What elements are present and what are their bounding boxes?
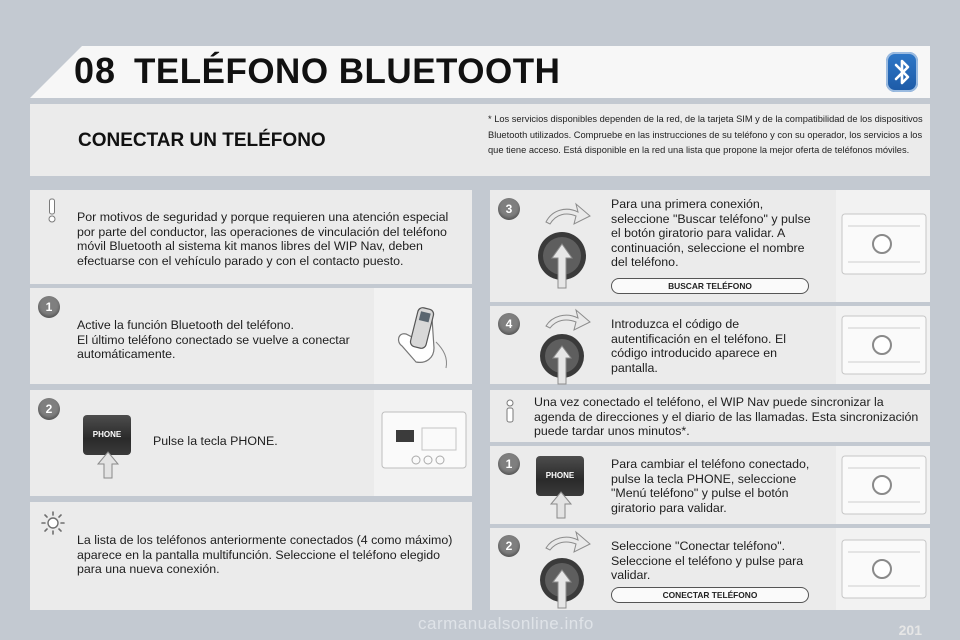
chapter-number: 08 [74,50,117,91]
phone-key-button[interactable]: PHONE [536,456,584,496]
radio-illustration [836,446,930,524]
step4-text: Introduzca el código de autentificación en el teléfono. El código introducido aparece en pantalla. [611,317,786,375]
change-phone-text: Para cambiar el teléfono conectado, pulse la tecla PHONE, seleccione "Menú teléfono" y pulse el botón giratorio para validar. [611,457,810,515]
section-title: CONECTAR UN TELÉFONO [78,130,326,151]
step-number: 4 [505,317,513,331]
radio-illustration [836,306,930,384]
warning-icon [38,196,66,224]
step-badge [498,453,520,475]
step1-text: Active la función Bluetooth del teléfono. El último teléfono conectado se vuelve a conectar automáticamente. [77,318,350,362]
step-badge [38,296,60,318]
radio-illustration [836,528,930,610]
step-number: 1 [505,457,513,471]
page-title: TELÉFONO BLUETOOTH [134,52,561,91]
radio-illustration [374,390,472,496]
phone-key-button[interactable]: PHONE [83,415,131,455]
step-number: 3 [505,202,513,216]
step-badge [498,198,520,220]
step-number: 1 [45,300,53,314]
bluetooth-icon [886,52,918,92]
rotary-knob-icon [530,530,594,610]
radio-illustration [836,190,930,302]
warning-text: Por motivos de seguridad y porque requieren una atención especial por parte del conductor, las operaciones de vinculación del teléfono móvil Bluetooth al sistema kit manos libres del WIP Nav, deben efectuarse con el vehículo parado y con el contacto puesto. [77,210,449,268]
search-phone-label[interactable]: BUSCAR TELÉFONO [611,278,809,294]
step-number: 2 [45,402,53,416]
watermark: carmanualsonline.info [418,614,594,633]
page-number: 201 [898,622,922,638]
footnote: * Los servicios disponibles dependen de la red, de la tarjeta SIM y de la compatibilidad de los dispositivos Bluetooth utilizados. Compruebe en las instrucciones de su teléfono y con su operador, los servicios a los que tiene acceso. Está disponible en la red una lista que propone la mejor oferta de teléfonos móviles. [488,114,923,155]
press-arrow-icon [549,490,573,520]
step-badge [38,398,60,420]
phone-illustration [374,288,472,384]
connect-phone-text: Seleccione "Conectar teléfono". Seleccione el teléfono y pulse para validar. [611,539,804,583]
step-badge [498,313,520,335]
step2-text: Pulse la tecla PHONE. [153,434,278,448]
rotary-knob-icon [530,308,594,386]
step-badge [498,535,520,557]
info-text: Una vez conectado el teléfono, el WIP Nav puede sincronizar la agenda de direcciones y el diario de las llamadas. Esta sincronización puede tardar unos minutos*. [534,395,919,439]
step-number: 2 [505,539,513,553]
step3-text: Para una primera conexión, seleccione "Buscar teléfono" y pulse el botón giratorio para validar. A continuación, seleccione el nombre del teléfono. [611,197,811,270]
tip-text: La lista de los teléfonos anteriormente conectados (4 como máximo) aparece en la pantalla multifunción. Seleccione el teléfono elegido para una nueva conexión. [77,533,453,577]
info-icon [500,398,520,424]
rotary-knob-icon [530,200,594,290]
press-arrow-icon [96,450,120,480]
sun-icon [40,510,66,536]
connect-phone-label[interactable]: CONECTAR TELÉFONO [611,587,809,603]
